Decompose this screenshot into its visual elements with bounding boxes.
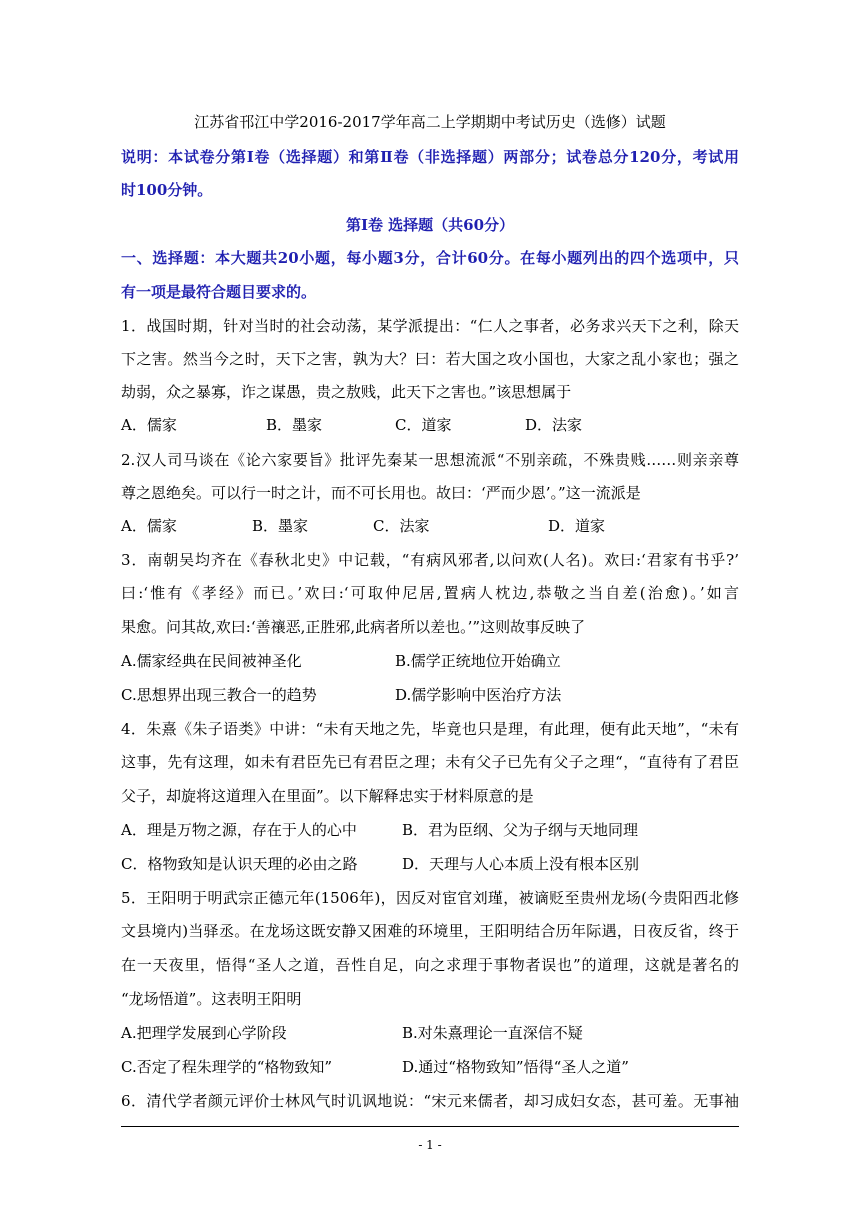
question-1-stem-line: 劫弱，众之暴寡，诈之谋愚，贵之敖贱，此天下之害也。”该思想属于: [121, 383, 572, 401]
question-5-stem-line: 5．王阳明于明武宗正德元年(1506年)，因反对宦官刘瑾，被谪贬至贵州龙场(今贵阳西北修: [121, 889, 739, 907]
page-number: - 1 -: [418, 1138, 442, 1152]
question-4-stem-line: 父子，却旋将这道理入在里面”。以下解释忠实于材料原意的是: [121, 787, 534, 805]
question-5-stem-line: 文县境内)当驿丞。在龙场这既安静又困难的环境里，王阳明结合历年际遇，日夜反省，终于: [121, 922, 739, 940]
question-5-stem-line: 在一天夜里，悟得“圣人之道，吾性自足，向之求理于事物者误也”的道理，这就是著名的: [121, 956, 739, 974]
question-5-option-b: B.对朱熹理论一直深信不疑: [402, 1024, 583, 1042]
part-heading-line-1: 一、选择题：本大题共20小题，每小题3分，合计60分。在每小题列出的四个选项中，只: [121, 249, 739, 267]
instructions-line-1: 说明：本试卷分第Ⅰ卷（选择题）和第Ⅱ卷（非选择题）两部分；试卷总分120分，考试用: [121, 148, 739, 166]
question-1-stem-line: 1．战国时期，针对当时的社会动荡，某学派提出：“仁人之事者，必务求兴天下之利，除天: [121, 317, 739, 335]
section-title: 第Ⅰ卷 选择题（共60分）: [345, 216, 515, 234]
question-4-option-c: C．格物致知是认识天理的必由之路: [121, 855, 358, 873]
question-5-option-a: A.把理学发展到心学阶段: [121, 1024, 287, 1042]
question-2-option-d: D．道家: [548, 517, 606, 535]
question-1-option-b: B．墨家: [266, 416, 323, 434]
question-2-option-a: A．儒家: [121, 517, 177, 535]
question-5-stem-line: “龙场悟道”。这表明王阳明: [121, 990, 302, 1008]
question-1-stem-line: 下之害。然当今之时，天下之害，孰为大？曰：若大国之攻小国也，大家之乱小家也；强之: [121, 350, 739, 368]
question-1-option-d: D．法家: [525, 416, 583, 434]
question-4-stem-line: 4．朱熹《朱子语类》中讲：“未有天地之先，毕竟也只是理，有此理，便有此天地”，“未有: [121, 720, 739, 738]
question-3-stem-line: 3．南朝吴均齐在《春秋北史》中记载，“有病风邪者,以问欢(人名)。欢曰:‘君家有书乎?’: [121, 551, 739, 569]
question-3-option-d: D.儒学影响中医治疗方法: [395, 686, 562, 704]
question-2-stem-line: 2.汉人司马谈在《论六家要旨》批评先秦某一思想流派“不别亲疏，不殊贵贱……则亲亲尊: [121, 451, 739, 469]
question-6-stem-line: 6．清代学者颜元评价士林风气时讥讽地说：“宋元来儒者，却习成妇女态，甚可羞。无事袖: [121, 1092, 739, 1110]
question-4-option-a: A．理是万物之源，存在于人的心中: [121, 821, 357, 839]
question-4-option-d: D．天理与人心本质上没有根本区别: [402, 855, 640, 873]
exam-title: 江苏省邗江中学2016-2017学年高二上学期期中考试历史（选修）试题: [194, 113, 666, 131]
question-3-option-b: B.儒学正统地位开始确立: [395, 652, 561, 670]
instructions-line-2: 时100分钟。: [121, 181, 213, 199]
question-3-option-c: C.思想界出现三教合一的趋势: [121, 686, 317, 704]
question-3-option-a: A.儒家经典在民间被神圣化: [121, 652, 302, 670]
question-2-option-b: B．墨家: [252, 517, 309, 535]
question-5-option-c: C.否定了程朱理学的“格物致知”: [121, 1058, 333, 1076]
question-3-stem-line: 曰:‘惟有《孝经》而已。’欢曰:‘可取仲尼居,置病人枕边,恭敬之当自差(治愈)。’如言: [121, 584, 739, 602]
part-heading-line-2: 有一项是最符合题目要求的。: [121, 283, 317, 301]
question-2-option-c: C．法家: [373, 517, 430, 535]
question-4-stem-line: 这事，先有这理，如未有君臣先已有君臣之理；未有父子已先有父子之理“，“直待有了君臣: [121, 753, 739, 771]
question-2-stem-line: 尊之恩绝矣。可以行一时之计，而不可长用也。故曰：‘严而少恩’。”这一流派是: [121, 484, 641, 502]
footer-divider: [121, 1126, 739, 1127]
question-5-option-d: D.通过“格物致知”悟得“圣人之道”: [402, 1058, 629, 1076]
question-1-option-c: C．道家: [395, 416, 452, 434]
question-1-option-a: A．儒家: [121, 416, 177, 434]
question-4-option-b: B．君为臣纲、父为子纲与天地同理: [402, 821, 639, 839]
question-3-stem-line: 果愈。问其故,欢曰:‘善禳恶,正胜邪,此病者所以差也。’”这则故事反映了: [121, 618, 586, 636]
